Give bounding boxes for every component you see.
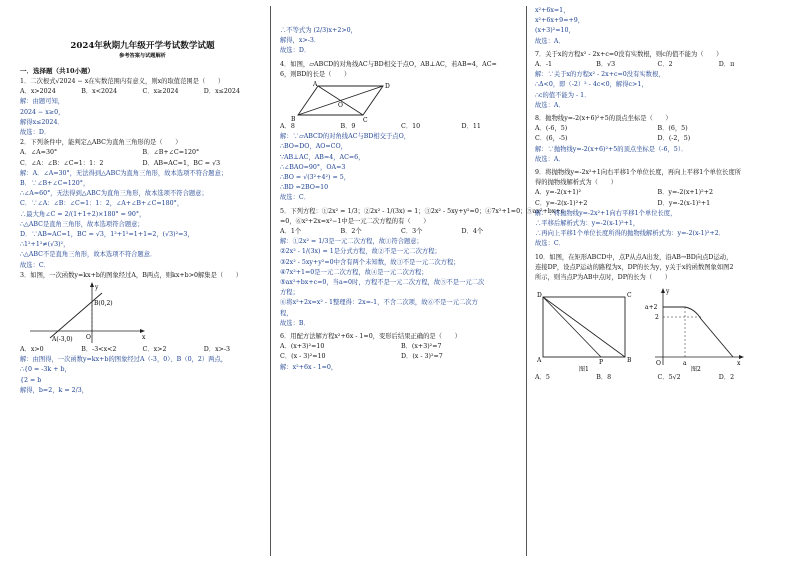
option-b: B．(x+3)²=7: [401, 343, 442, 351]
origin-label: O: [86, 334, 91, 342]
option-c: C．x≥2024: [142, 88, 179, 96]
section-heading: 一．选择题（共10小题）: [20, 67, 95, 75]
solution-line: ∴BO=DO，AO=CO，: [280, 143, 347, 151]
solution-line: 故选：C．: [280, 194, 311, 202]
column-divider-2: [526, 6, 527, 556]
tick-2: 2: [655, 314, 659, 322]
point-a-label: A(-3,0): [52, 336, 73, 344]
option-d: D．(x - 3)²=7: [401, 353, 443, 361]
diagonal-bd: [298, 86, 383, 115]
solution-line: ∴再向上平移1个单位长度所得的抛物线解析式为：y=-2(x-1)²+2．: [535, 230, 726, 238]
linear-function-graph: [30, 281, 150, 345]
option-c: C．10: [401, 123, 421, 131]
y-label: y: [666, 288, 670, 296]
solution-line: B．∵∠B+∠C=120°，: [20, 180, 90, 188]
y-axis-arrow: [90, 282, 94, 287]
vertex-b: B: [291, 116, 296, 124]
figure-caption: 图2: [691, 366, 701, 374]
solution-line: ∴△ABC不是直角三角形，故本选项不符合题意．: [20, 251, 157, 259]
vertex-d: D: [537, 292, 542, 300]
solution-line: ∴c的值不能为 - 1．: [535, 91, 591, 99]
question-text: 3．如图，一次函数y=kx+b的图象经过A，B两点，则kx+b>0解集是（ ）: [20, 271, 243, 279]
options-row: [535, 199, 780, 209]
solution-line: ∴1²+1²≠(√3)²，: [20, 241, 70, 249]
question-text: 所示，则当点P为AB中点时，DP的长为（ ）: [535, 274, 672, 282]
figures-row: [535, 285, 780, 373]
options-row: [20, 87, 265, 97]
solution-line: C．∵∠A：∠B：∠C=1：1：2，∠A+∠B+∠C=180°，: [20, 200, 184, 208]
options-row: [20, 148, 265, 158]
question-9: [535, 168, 780, 250]
segment-dp: [543, 297, 601, 357]
options-row: [280, 352, 522, 362]
solution-line: 解：①2x² = 1/3是一元二次方程，故①符合题意；: [280, 238, 423, 246]
solution-line: x²+6x+9=+9，: [535, 17, 585, 25]
question-text: 6．用配方法解方程x²+6x - 1=0，变形后结果正确的是（ ）: [280, 333, 461, 341]
options-row: [535, 134, 780, 144]
rectangle-figure: [535, 285, 635, 373]
option-b: B．y=-2(x+1)²+2: [657, 189, 713, 197]
solution-line: ③2x² - 5xy+y²=0中含有两个未知数，故③不是一元二次方程；: [280, 258, 460, 266]
solution-line: 解得，x>-3．: [280, 37, 321, 45]
option-a: A．x>0: [20, 346, 44, 354]
solution-line: 解：由图得，一次函数y=kx+b的图象经过A（-3，0）、B（0，2）两点，: [20, 356, 228, 364]
option-d: D．x>-3: [203, 346, 231, 354]
question-1: [20, 77, 265, 138]
option-c: C．3个: [401, 228, 423, 236]
solution-line: ∴{0 = -3k + b，: [20, 366, 71, 374]
option-a: A．-1: [535, 61, 552, 69]
solution-line: 解：由题可知，: [20, 98, 65, 106]
option-c: C．∠A：∠B：∠C=1：1：2: [20, 159, 104, 167]
option-a: A．1个: [280, 228, 302, 236]
solution-line: (x+3)²=10，: [535, 27, 575, 35]
option-a: A．5: [535, 374, 550, 382]
solution-line: 故选：A．: [535, 155, 565, 163]
solution-line: ∴不等式为 (2/3)x+2>0，: [280, 27, 357, 34]
options-row: [535, 124, 780, 134]
question-7: [535, 50, 780, 111]
point-p: P: [599, 359, 604, 367]
question-text: 6，则BD的长是（ ）: [280, 70, 351, 78]
options-row: [20, 345, 265, 355]
solution-line: D．∵AB=AC=1，BC = √3，1²+1²=1+1=2，(√3)²=3，: [20, 231, 194, 239]
option-b: B．√3: [596, 61, 616, 69]
option-b: B．(6，5): [657, 125, 688, 133]
question-text: 4．如图，▱ABCD的对角线AC与BD相交于点O，AB⊥AC，若AB=4，AC=: [280, 60, 497, 68]
options-row: [20, 159, 265, 169]
solution-line: ∴最大角∠C = 2/(1+1+2)×180° = 90°，: [20, 210, 146, 218]
solution-line: 2024 − x≥0，: [20, 108, 65, 116]
options-row: [535, 373, 780, 383]
solution-line: 故选：B．: [280, 319, 310, 327]
diagonal-bd: [543, 297, 625, 357]
solution-line: 解：x²+6x - 1=0，: [280, 363, 338, 371]
option-a: A．(x+3)²=10: [280, 343, 325, 351]
solution-line: ⑤ax²+bx+c=0，当a=0时，方程不是一元二次方程，故⑤不是一元二次: [280, 279, 485, 287]
question-3: [20, 271, 265, 396]
vertex-b: B: [627, 357, 632, 365]
solution-line: ②2x² - 1/(3x) = 1是分式方程，故②不是一元二次方程；: [280, 248, 441, 256]
column-1: [20, 0, 265, 562]
question-4: [280, 60, 522, 204]
solution-line: ∴△ABC是直角三角形，故本选项符合题意；: [20, 220, 144, 228]
option-a: A．y=-2(x+1)²: [535, 189, 582, 197]
vertex-d: D: [385, 83, 390, 91]
page-subtitle: 参考答案与试题解析: [119, 53, 166, 59]
solution-line: 故选：A．: [535, 37, 565, 45]
options-row: [280, 227, 522, 237]
options-row: [280, 122, 522, 132]
option-b: B．-3<x<2: [81, 346, 117, 354]
vertex-c: C: [363, 117, 368, 125]
option-b: B．9: [340, 123, 356, 131]
solution-line: ④7x²+1=0是一元二次方程，故④是一元二次方程；: [280, 268, 428, 276]
option-d: D．(-2，5): [657, 135, 691, 143]
solution-line: ∴BO = √(3²+4²) = 5，: [280, 174, 351, 182]
option-d: D．11: [461, 123, 481, 131]
question-6: [280, 332, 522, 373]
solution-line: 程，: [280, 309, 293, 317]
function-graph: [641, 285, 746, 373]
solution-line: 解：∵▱ABCD的对角线AC与BD相交于点O，: [280, 133, 411, 141]
column-3: [535, 0, 780, 562]
options-row: [280, 342, 522, 352]
solution-line: ∴平移后解析式为：y=-2(x-1)²+1，: [535, 220, 640, 228]
solution-line: ∵AB⊥AC，AB=4，AC=6，: [280, 153, 365, 161]
solution-line: 方程；: [280, 289, 299, 297]
option-c: C．(6，-5): [535, 135, 568, 143]
tick-a-plus-2: a+2: [645, 304, 658, 312]
solution-line: ∴BD =2BO=10: [280, 184, 329, 192]
solution-line: {2 = b: [20, 376, 42, 384]
column-divider-1: [270, 6, 271, 556]
point-b-label: B(0,2): [94, 300, 113, 308]
question-text: =0，⑥x²+2x=x²−1中是一元二次方程的有（ ）: [280, 217, 430, 225]
tick-a: a: [683, 360, 687, 368]
origin-label: O: [656, 360, 661, 368]
solution-line: ∴∠BAO=90°，OA=3: [280, 163, 346, 171]
vertex-c: C: [627, 292, 632, 300]
question-text: 1．二次根式√2024 − x在实数范围内有意义，则x的取值范围是（ ）: [20, 78, 225, 85]
options-row: [535, 188, 780, 198]
option-c: C．x>2: [142, 346, 167, 354]
x-axis-arrow: [739, 355, 744, 359]
solution-line: ∴Δ<0，即（-2）² - 4c<0，解得c>1，: [535, 81, 648, 89]
solution-line: ∴∠A=60°，无法得到△ABC为直角三角形，故本选项不符合题意；: [20, 190, 208, 198]
solution-line: 故选：C．: [535, 240, 566, 248]
option-a: A．∠A=30°: [20, 149, 58, 157]
solution-line: 解：∵抛物线y=-2(x+6)²+5的顶点坐标是（-6，5）．: [535, 145, 688, 153]
option-c: C．(x - 3)²=10: [280, 353, 326, 361]
question-text: 得的抛物线解析式为（ ）: [535, 179, 617, 187]
question-text: 5．下列方程：①2x² = 1/3；②2x² - 1/(3x) = 1；③2x² - 5xy+y²=0；④7x²+1=0；⑤ax²+bx+c: [280, 207, 565, 215]
option-d: D．y=-2(x-1)²+1: [657, 199, 711, 207]
option-a: A．(-6，5): [535, 125, 568, 133]
solution-line: 解得x≤2024．: [20, 118, 64, 126]
solution-line: 解：∵将抛物线y=-2x²+1向右平移1个单位长度，: [535, 209, 677, 217]
question-text: 10．如图，在矩形ABCD中，点P从点A出发，沿AB→BD向点D运动，: [535, 253, 733, 261]
x-axis-arrow: [140, 329, 145, 333]
x-label: x: [737, 360, 741, 368]
option-c: C．5√2: [657, 374, 681, 382]
option-a: A．x>2024: [20, 88, 56, 96]
option-c: C．y=-2(x-1)²+2: [535, 199, 588, 207]
y-axis-arrow: [661, 288, 665, 293]
option-d: D．π: [718, 61, 735, 69]
options-row: [535, 60, 780, 70]
solution-line: 故选：A．: [535, 101, 565, 109]
option-b: B．x<2024: [81, 88, 118, 96]
graph-curve: [663, 307, 733, 357]
solution-line: 解：∵关于x的方程x² - 2x+c=0没有实数根，: [535, 71, 665, 79]
option-d: D．AB=AC=1，BC = √3: [142, 159, 221, 167]
vertex-a: A: [537, 357, 542, 365]
vertex-a: A: [313, 81, 318, 89]
question-text: 2．下列条件中，能判定△ABC为直角三角形的是（ ）: [20, 139, 182, 147]
question-10: [535, 253, 780, 384]
question-text: 7．关于x的方程x² - 2x+c=0没有实数根，则c的值不能为（ ）: [535, 50, 723, 58]
solution-line: 解：A．∠A=30°，无法得到△ABC为直角三角形，故本选项不符合题意；: [20, 169, 228, 177]
question-text: 9．将抛物线y=-2x²+1向右平移1个单位长度，再向上平移1个单位长度所: [535, 169, 742, 177]
solution-line: 故选：C．: [20, 261, 51, 269]
solution-line: x²+6x=1，: [535, 7, 570, 14]
option-d: D．4个: [461, 228, 484, 236]
option-d: D．2: [718, 374, 735, 382]
y-label: y: [95, 284, 99, 292]
solution-line: 故选：D．: [20, 129, 51, 137]
option-b: B．8: [596, 374, 612, 382]
question-8: [535, 114, 780, 165]
figure-caption: 图1: [579, 366, 589, 374]
option-a: A．8: [280, 123, 295, 131]
question-text: 8．抛物线y=-2(x+6)²+5的顶点坐标是（ ）: [535, 115, 672, 123]
option-b: B．2个: [340, 228, 362, 236]
x-label: x: [142, 334, 146, 342]
option-b: B．∠B+∠C=120°: [142, 149, 200, 157]
solution-line: ⑥将x²+2x=x² - 1整理得：2x=-1，不含二次项，故⑥不是一元二次方: [280, 299, 478, 307]
question-text: 连接DP，设点P运动的路程为x，DP的长为y，y关于x的函数图象如图2: [535, 263, 734, 271]
option-d: D．x≤2024: [203, 88, 240, 96]
parallelogram-figure: [288, 80, 398, 125]
center-o: O: [338, 102, 343, 110]
page-title: 2024年秋期九年级开学考试数学试题: [70, 41, 215, 51]
option-c: C．2: [657, 61, 673, 69]
solution-line: 解得，b=2，k = 2/3，: [20, 386, 89, 394]
question-2: [20, 138, 265, 271]
solution-line: 故选：D．: [280, 47, 311, 55]
